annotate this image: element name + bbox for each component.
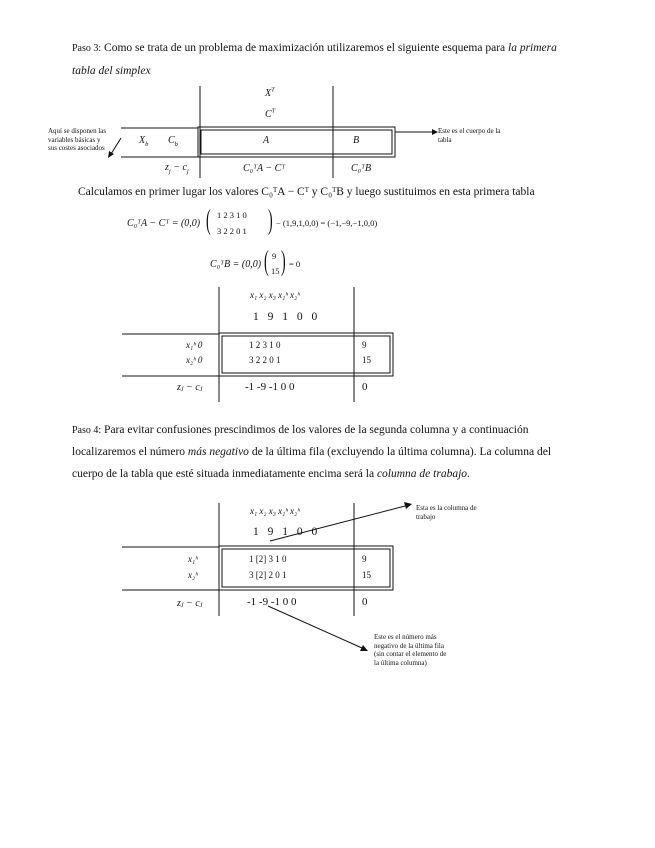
vector-paren-right: ) <box>281 246 286 277</box>
matrix-row2: 3 2 2 0 1 <box>217 226 247 236</box>
calc-eq1-rhs: − (1,9,1,0,0) = (−1,−9,−1,0,0) <box>276 218 378 228</box>
table1-row1-label: x₁ʰ 0 <box>186 340 203 350</box>
paso4-line2: localizaremos el número más negativo de la última fila (excluyendo la última columna). La columna del <box>72 446 552 458</box>
paso3-italic1: la primera <box>508 42 557 54</box>
table2-z-row: -1 -9 -1 0 0 <box>247 596 297 608</box>
scheme-b: B <box>353 135 360 146</box>
scheme-xt: $X^T$ <box>265 86 275 99</box>
calc-intro: Calculamos en primer lugar los valores C₀ᵀA − Cᵀ y C₀ᵀB y luego sustituimos en esta primera tabla <box>78 186 535 198</box>
paso4-line3: cuerpo de la tabla que esté situada inmediatamente encima será la columna de trabajo. <box>72 468 470 480</box>
table1-header-vars: x₁ x₂ x₃ x₁ʰ x₂ʰ <box>250 290 300 300</box>
table2-row2: 3 [2] 2 0 1 <box>249 570 287 580</box>
paso3-text: Como se trata de un problema de maximización utilizaremos el siguiente esquema para <box>101 42 509 54</box>
table2-header-vars: x₁ x₂ x₃ x₁ʰ x₂ʰ <box>250 506 300 516</box>
scheme-xb: $X_b$ <box>139 135 149 148</box>
paso4-line1: Paso 4: Para evitar confusiones prescindimos de los valores de la segunda columna y a continuación <box>72 424 529 436</box>
table1-z-rhs: 0 <box>362 381 368 393</box>
paso3-label: Paso 3: <box>72 43 102 54</box>
table1-row1: 1 2 3 1 0 <box>249 340 281 350</box>
vector-row2: 15 <box>271 266 280 276</box>
matrix-row1: 1 2 3 1 0 <box>217 210 247 220</box>
table1-row2: 3 2 2 0 1 <box>249 355 281 365</box>
table2-row1-label: x₁ʰ <box>188 554 198 564</box>
table2-rhs1: 9 <box>362 554 367 564</box>
table1-row2-label: x₂ʰ 0 <box>186 355 203 365</box>
paso4-label: Paso 4: <box>72 425 102 436</box>
scheme-zj: $z_j - c_j$ <box>165 162 189 175</box>
matrix-paren-right: ) <box>268 205 273 236</box>
vector-row1: 9 <box>272 251 277 261</box>
scheme-cb: $C_b$ <box>168 135 178 148</box>
scheme-a: A <box>263 135 270 146</box>
calc-eq2-rhs: = 0 <box>289 259 301 269</box>
table1-rhs2: 15 <box>362 355 371 365</box>
table2-header-costs: 1 9 1 0 0 <box>253 526 321 538</box>
table2-z-rhs: 0 <box>362 596 368 608</box>
table1-z-row: -1 -9 -1 0 0 <box>245 381 295 393</box>
table2-note-column: Esta es la columna de trabajo <box>416 504 477 521</box>
calc-eq1-lhs: C₀ᵀA − Cᵀ = (0,0) <box>127 218 201 229</box>
table1-header-costs: 1 9 1 0 0 <box>253 311 321 323</box>
table2-row2-label: x₂ʰ <box>188 570 198 580</box>
calc-eq2-lhs: C₀ᵀB = (0,0) <box>210 259 262 270</box>
table2-z-label: zⱼ − cⱼ <box>177 598 203 609</box>
matrix-paren-left: ( <box>206 205 211 236</box>
paso3-italic2: tabla del simplex <box>72 65 151 77</box>
scheme-bottom-mid: C₀ᵀA − Cᵀ <box>243 163 286 174</box>
vector-paren-left: ( <box>264 246 269 277</box>
table2-note-negative: Este es el número más negativo de la última fila (sin contar el elemento de la última columna) <box>374 633 447 667</box>
table2-rhs2: 15 <box>362 570 371 580</box>
scheme-ct: $C^T$ <box>265 107 276 120</box>
table1-rhs1: 9 <box>362 340 367 350</box>
table2-row1: 1 [2] 3 1 0 <box>249 554 287 564</box>
scheme-bottom-right: C₀ᵀB <box>351 163 372 174</box>
scheme-note-left: Aquí se disponen las variables básicas y sus costes asociados <box>48 127 107 152</box>
scheme-note-right: Este es el cuerpo de la tabla <box>438 127 501 144</box>
table1-z-label: zⱼ − cⱼ <box>177 382 203 393</box>
